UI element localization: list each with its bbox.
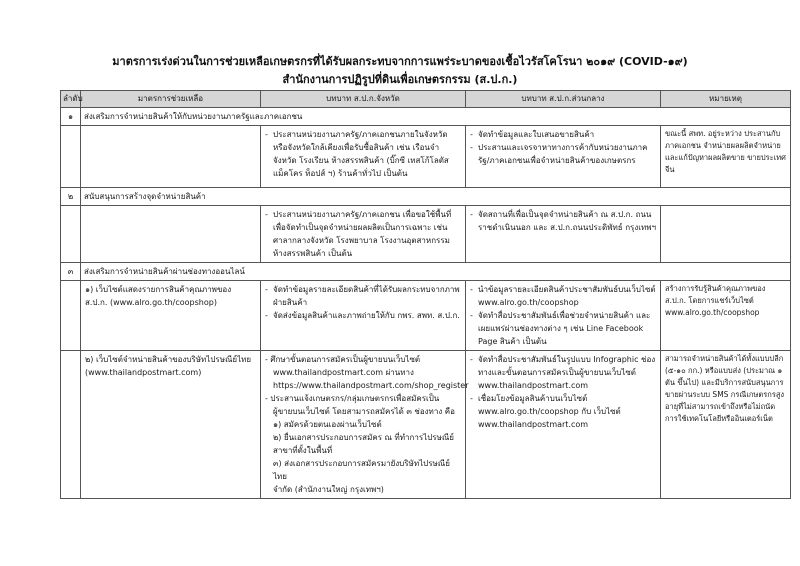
list-item: - จัดทำสื่อประชาสัมพันธ์ในรูปแบบ Infographic ช่องทางและขั้นตอนการสมัครเป็นผู้ขายบนเว็บไซต์ www.thailandpostmart.com <box>470 353 656 392</box>
list-item: - จัดส่งข้อมูลสินค้าและภาพถ่ายให้กับ กพร. สพท. ส.ป.ก. <box>265 309 461 322</box>
section-row <box>61 108 791 126</box>
central-role-cell <box>466 281 661 351</box>
central-role-cell <box>466 126 661 188</box>
header-central-role: บทบาท ส.ป.ก.ส่วนกลาง <box>466 91 661 108</box>
table-header-row <box>61 91 791 108</box>
list-item: - ประสานและเจรจาหาทางการค้ากับหน่วยงานภาครัฐ/ภาคเอกชนเพื่อจำหน่ายสินค้าของเกษตรกร <box>470 141 656 167</box>
measures-table <box>60 90 791 499</box>
text-line: ๒) ยื่นเอกสารประกอบการสมัคร ณ ที่ทำการไปรษณีย์ <box>273 433 454 442</box>
provincial-role-cell <box>261 351 469 499</box>
section-title: ส่งเสริมการจำหน่ายสินค้าผ่านช่องทางออนไลน์ <box>81 263 791 281</box>
header-number: ลำดับ <box>61 91 81 108</box>
list-item: - ประสานหน่วยงานภาครัฐ/ภาคเอกชน เพื่อขอใช้พื้นที่ เพื่อจัดทำเป็นจุดจำหน่ายผลผลิตเป็นการเฉพาะ เช่น ศาลากลางจังหวัด โรงพยาบาล โรงงานอุตสาหกรรม ห้างสรรพสินค้า เป็นต้น <box>265 208 461 260</box>
list-item: - จัดทำข้อมูลและใบเสนอขายสินค้า <box>470 128 656 141</box>
provincial-role-cell <box>261 126 466 188</box>
section-title: ส่งเสริมการจำหน่ายสินค้าให้กับหน่วยงานภาครัฐและภาคเอกชน <box>81 108 791 126</box>
note-cell: ขณะนี้ สพท. อยู่ระหว่าง ประสานกับภาคเอกชน จำหน่ายผลผลิตจำหน่าย และแก้ปัญหาผลผลิตขาย ขายประเทศจีน <box>661 126 791 188</box>
text-line: - ประสานแจ้งเกษตรกร/กลุ่มเกษตรกรเพื่อสมัครเป็น <box>265 394 440 403</box>
list-item: - จัดสถานที่เพื่อเป็นจุดจำหน่ายสินค้า ณ ส.ป.ก. ถนนราชดำเนินนอก และ ส.ป.ก.ถนนประดิพัทธ์ กรุงเทพฯ <box>470 208 656 234</box>
section-row <box>61 263 791 281</box>
row-number: ๓ <box>61 263 81 281</box>
text-line: - ศึกษาขั้นตอนการสมัครเป็นผู้ขายบนเว็บไซต์ <box>265 355 421 364</box>
header-provincial-role: บทบาท ส.ป.ก.จังหวัด <box>261 91 466 108</box>
text-line: www.thailandpostmart.com ผ่านทาง <box>273 368 414 377</box>
list-item: - จัดทำสื่อประชาสัมพันธ์เพื่อช่วยจำหน่ายสินค้า และเผยแพร่ผ่านช่องทางต่าง ๆ เช่น Line Facebook Page สินค้า เป็นต้น <box>470 309 656 348</box>
note-cell: สามารถจำหน่ายสินค้าได้ทั้งแบบปลีก (๕-๑๐ กก.) หรือแบบส่ง (ประมาณ ๑ ตัน ขึ้นไป) และมีบริการสนับสนุนการขายผ่านระบบ SMS กรณีเกษตรกรสูงอายุที่ไม่สามารถเข้าถึงหรือไม่ถนัดการใช้เทคโนโลยีหรืออินเตอร์เน็ต <box>661 351 791 499</box>
text-line: ๓) ส่งเอกสารประกอบการสมัครมายังบริษัทไปรษณีย์ไทย <box>273 459 450 481</box>
note-cell <box>661 206 791 263</box>
document-title: มาตรการเร่งด่วนในการช่วยเหลือเกษตรกรที่ได้รับผลกระทบจากการแพร่ระบาดของเชื้อไวรัสโคโรนา ๒๐๑๙ (COVID-๑๙) <box>112 55 688 68</box>
measure-cell: ๒) เว็บไซต์จำหน่ายสินค้าของบริษัทไปรษณีย์ไทย (www.thailandpostmart.com) <box>81 351 261 499</box>
table-row <box>61 206 791 263</box>
table-row <box>61 351 791 499</box>
list-item: - เชื่อมโยงข้อมูลสินค้าบนเว็บไซต์ www.alro.go.th/coopshop กับ เว็บไซต์ www.thailandpostmart.com <box>470 392 656 431</box>
text-line: สาขาที่ตั้งในพื้นที่ <box>273 446 333 455</box>
measure-cell: ๑) เว็บไซต์แสดงรายการสินค้าคุณภาพของ ส.ป.ก. (www.alro.go.th/coopshop) <box>81 281 261 351</box>
list-item: - จัดทำข้อมูลรายละเอียดสินค้าที่ได้รับผลกระทบจากภาพฝ่ายสินค้า <box>265 283 461 309</box>
provincial-role-cell <box>261 206 466 263</box>
provincial-role-cell <box>261 281 466 351</box>
header-note: หมายเหตุ <box>661 91 791 108</box>
central-role-cell <box>466 206 661 263</box>
section-title: สนับสนุนการสร้างจุดจำหน่ายสินค้า <box>81 188 791 206</box>
note-cell: สร้างการรับรู้สินค้าคุณภาพของ ส.ป.ก. โดยการแชร์เว็บไซต์ www.alro.go.th/coopshop <box>661 281 791 351</box>
text-line: https://www.thailandpostmart.com/shop_register <box>273 381 469 390</box>
row-number: ๑ <box>61 108 81 126</box>
text-line: จำกัด (สำนักงานใหญ่ กรุงเทพฯ) <box>273 485 384 494</box>
list-item: - ประสานหน่วยงานภาครัฐ/ภาคเอกชนภายในจังหวัด หรือจังหวัดใกล้เคียงเพื่อรับซื้อสินค้า เช่น เรือนจำจังหวัด โรงเรียน ห้างสรรพสินค้า (บิ๊กซี เทสโก้โลตัส แม็คโคร ท็อปส์ ฯ) ร้านค้าทั่วไป เป็นต้น <box>265 128 461 180</box>
list-item: - นำข้อมูลรายละเอียดสินค้าประชาสัมพันธ์บนเว็บไซต์ www.alro.go.th/coopshop <box>470 283 656 309</box>
table-row <box>61 126 791 188</box>
text-line: ๑) สมัครด้วยตนเองผ่านเว็บไซต์ <box>273 420 382 429</box>
row-number: ๒ <box>61 188 81 206</box>
section-row <box>61 188 791 206</box>
document-subtitle: สำนักงานการปฏิรูปที่ดินเพื่อเกษตรกรรม (ส.ป.ก.) <box>282 73 518 86</box>
header-measure: มาตรการช่วยเหลือ <box>81 91 261 108</box>
central-role-cell <box>466 351 661 499</box>
text-line: ผู้ขายบนเว็บไซต์ โดยสามารถสมัครได้ ๓ ช่องทาง คือ <box>273 407 455 416</box>
table-row <box>61 281 791 351</box>
